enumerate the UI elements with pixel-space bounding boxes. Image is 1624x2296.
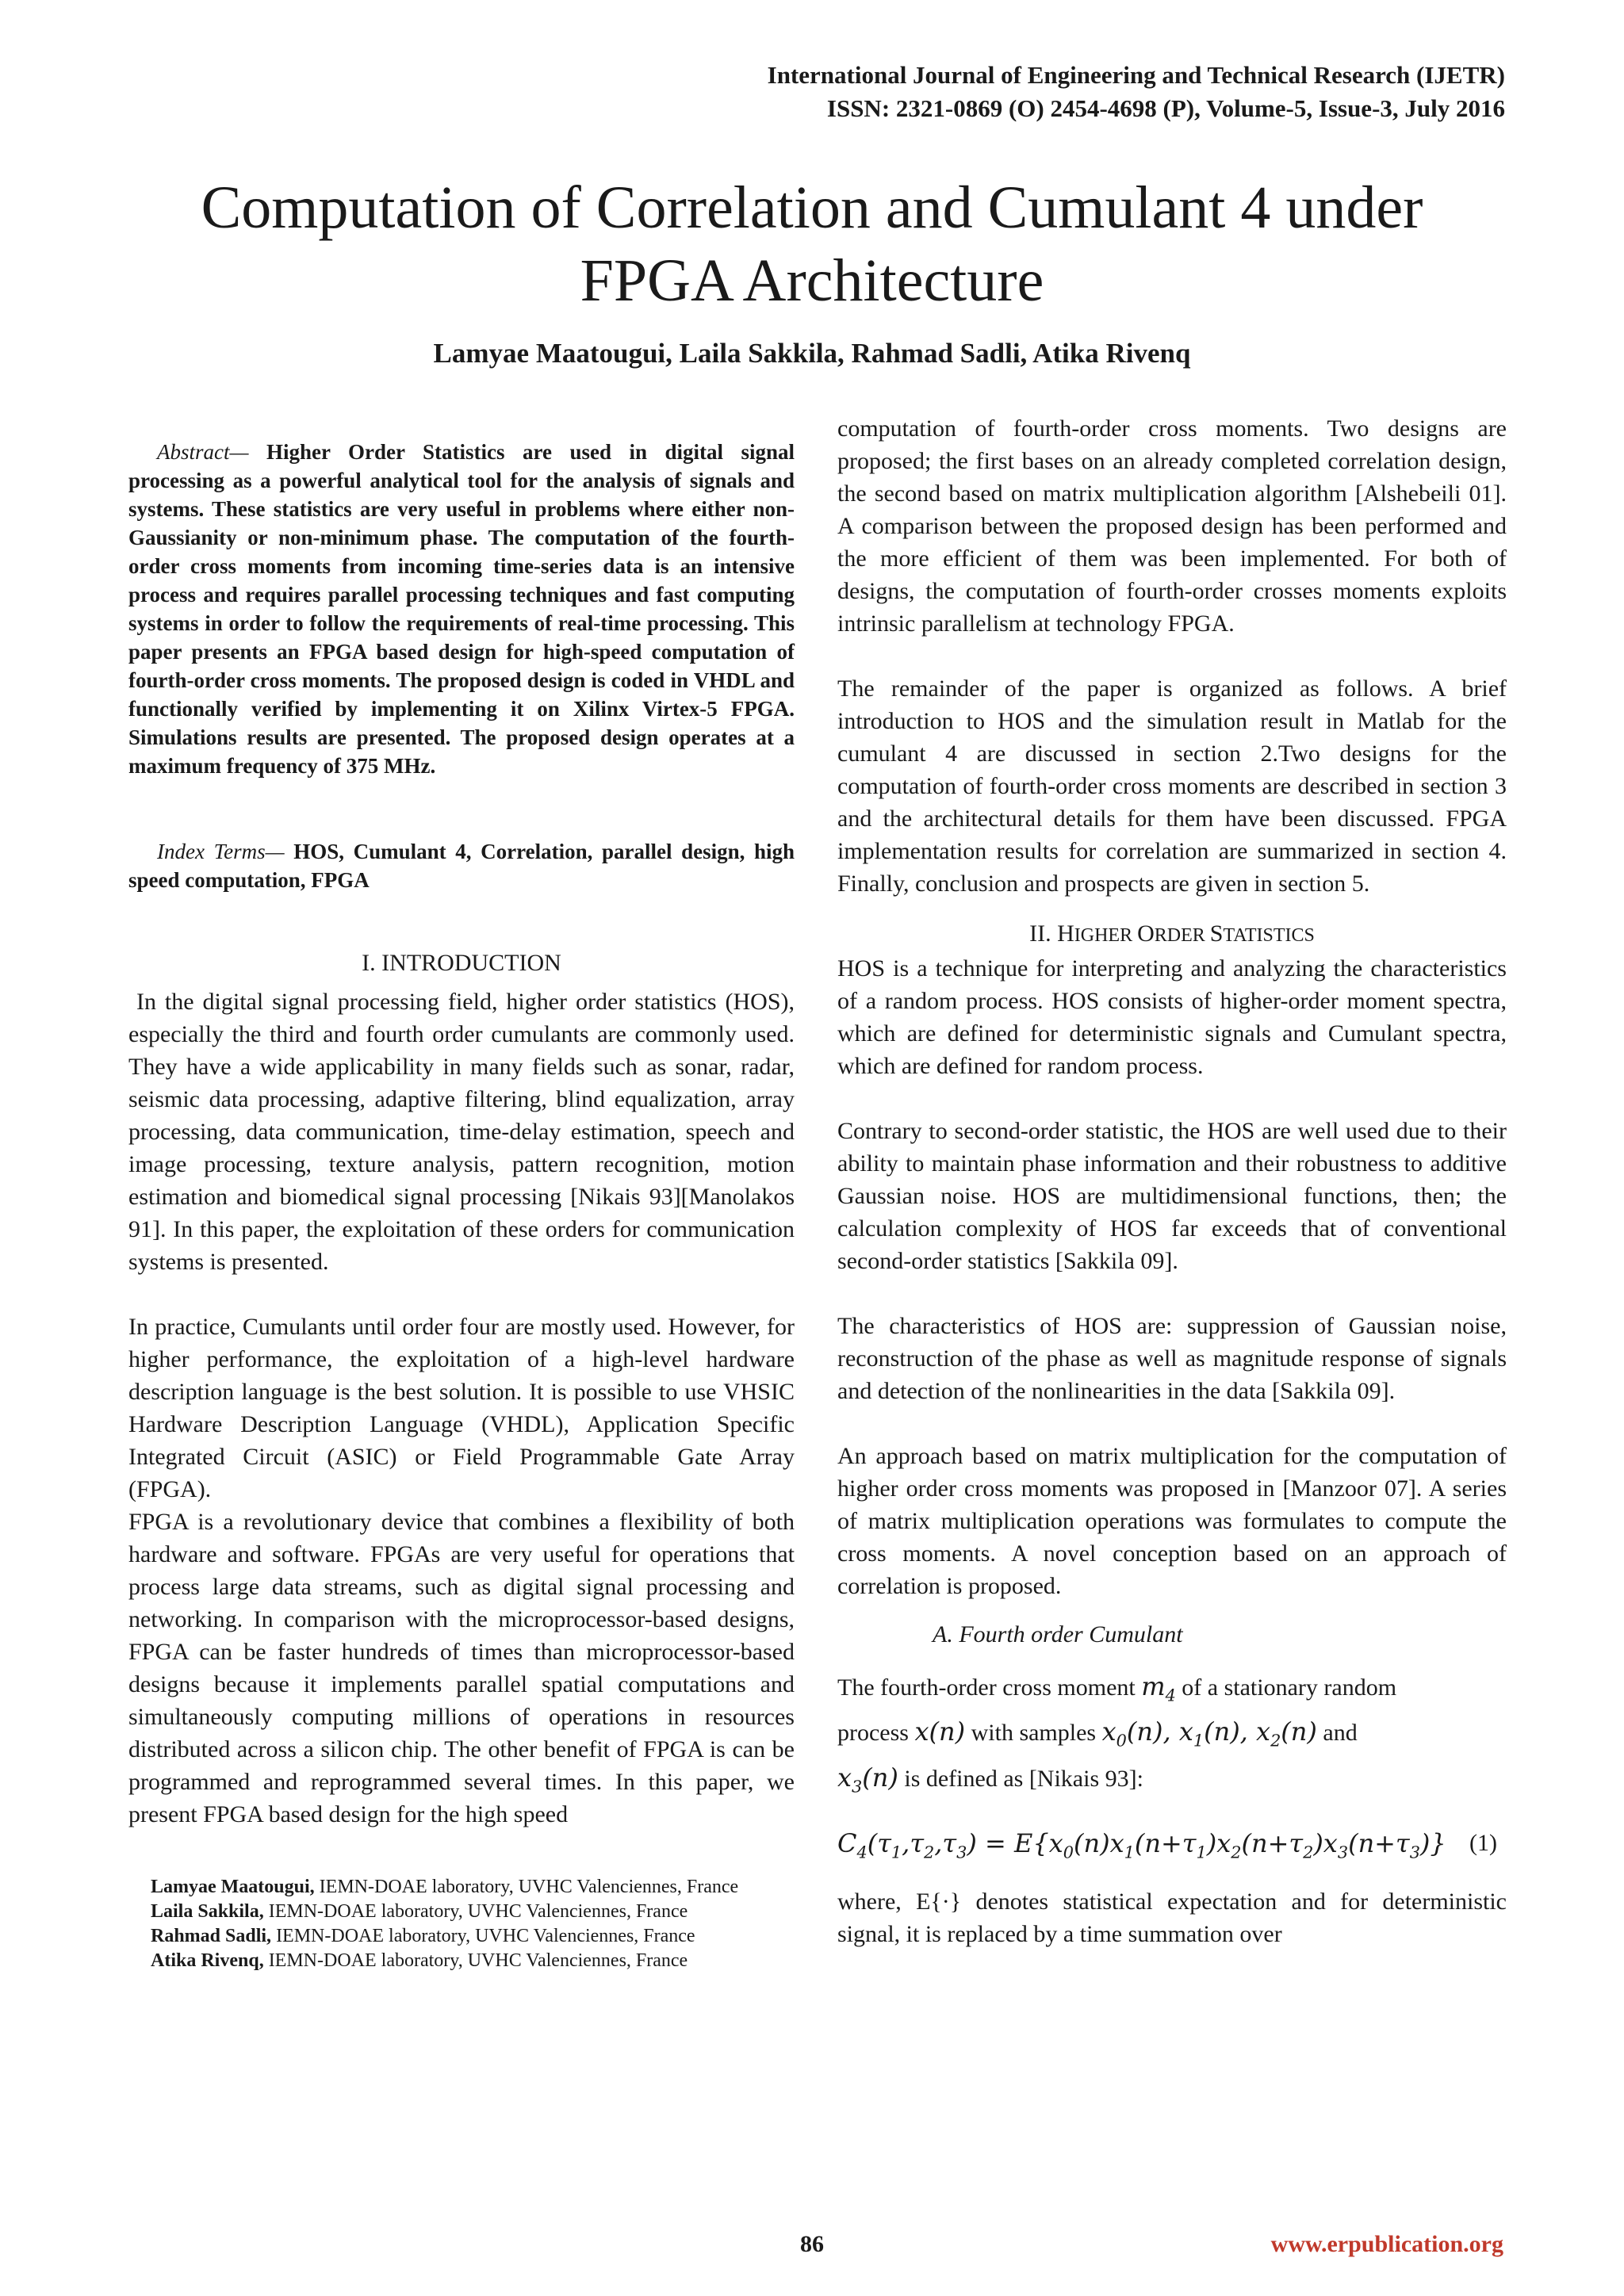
footnote-3	[128, 1924, 795, 1949]
footnote-4	[128, 1949, 795, 1973]
right-paragraph-7: The fourth-order cross moment $m_4$ of a stationary random process x(n) with samples $x_0(n)$, $x_1(n)$, $x_2(n)$ and $x_3(n)$ is defined as [Nikais 93]:	[837, 1671, 1397, 1797]
equation-1-formula: $C_4(\tau_1,\tau_2,\tau_3) = E\{x_0(n)x_1(n+\tau_1)x_2(n+\tau_2)x_3(n+\tau_3)\}$	[837, 1828, 1446, 1862]
footnote-2	[128, 1900, 795, 1924]
section-2-st: S	[1209, 920, 1224, 947]
section-2-h: H	[1057, 920, 1074, 947]
intro-paragraph-3: FPGA is a revolutionary device that combines a flexibility of both hardware and software. FPGAs are very useful for operations that process large data streams, such as digital signal processing and networking. In comparison with the microprocessor-based designs, FPGA can be faster hundreds of times than microprocessor-based designs because it implements parallel spatial computations and simultaneously computing millions of operations in resources distributed across a silicon chip. The other benefit of FPGA is can be programmed and reprogrammed several times. In this paper, we present FPGA based design for the high speed	[128, 1509, 795, 1827]
right-paragraph-8: where, E{·} denotes statistical expectation and for deterministic signal, it is replaced by a time summation over	[837, 1888, 1507, 1948]
right-paragraph-5: The characteristics of HOS are: suppression of Gaussian noise, reconstruction of the phase as well as magnitude response of signals and detection of the nonlinearities in the data [Sakkila 09].	[837, 1313, 1507, 1404]
math-xn: x(n)	[914, 1716, 966, 1747]
index-terms	[128, 837, 795, 894]
journal-header	[768, 59, 1505, 125]
right-paragraph-4: Contrary to second-order statistic, the HOS are well used due to their ability to maintain phase information and their robustness to additive Gaussian noise. HOS are multidimensional functions, then; the calculation complexity of HOS far exceeds that of conventional second-order statistics [Sakkila 09].	[837, 1118, 1507, 1274]
intro-paragraph-2: In practice, Cumulants until order four are mostly used. However, for higher performance, the exploitation of a high-level hardware description language is the best solution. It is possible to use VHSIC Hardware Description Language (VHDL), Application Specific Integrated Circuit (ASIC) or Field Programmable Gate Array (FPGA).	[128, 1314, 795, 1502]
equation-1	[837, 1822, 1507, 1869]
title-line-1: Computation of Correlation and Cumulant 4 under	[201, 174, 1423, 241]
footnote-1-name: Lamyae Maatougui,	[151, 1877, 315, 1897]
section-2-s2: RDER	[1154, 925, 1210, 946]
footnote-3-name: Rahmad Sadli,	[151, 1926, 272, 1946]
footnote-2-affil: IEMN-DOAE laboratory, UVHC Valenciennes, France	[263, 1901, 688, 1922]
right-paragraph-1: computation of fourth-order cross moments. Two designs are proposed; the first bases on an already completed correlation design, the second based on matrix multiplication algorithm [Alshebeili 01]. A comparison between the proposed design has been performed and the more efficient of them was been implemented. For both of designs, the computation of fourth-order crosses moments exploits intrinsic parallelism at technology FPGA.	[837, 415, 1507, 637]
left-column	[128, 412, 795, 1973]
journal-name: International Journal of Engineering and Technical Research (IJETR)	[767, 61, 1505, 89]
footnote-4-affil: IEMN-DOAE laboratory, UVHC Valenciennes, France	[263, 1950, 688, 1971]
title-line-2: FPGA Architecture	[580, 247, 1044, 314]
paper-title	[95, 171, 1529, 317]
math-x3n: $x_3(n)$	[837, 1762, 898, 1797]
author-list: Lamyae Maatougui, Laila Sakkila, Rahmad Sadli, Atika Rivenq	[433, 338, 1191, 369]
abstract	[128, 438, 795, 780]
footnote-1	[128, 1875, 795, 1900]
abstract-text: Higher Order Statistics are used in digital signal processing as a powerful analytical tool for the analysis of signals and systems. These statistics are very useful in problems where either non-Gaussianity or non-minimum phase. The computation of the fourth-order cross moments from incoming time-series data is an intensive process and requires parallel processing techniques and fast computing systems in order to follow the requirements of real-time processing. This paper presents an FPGA based design for high-speed computation of fourth-order cross moments. The proposed design is coded in VHDL and functionally verified by implementing it on Xilinx Virtex-5 FPGA. Simulations results are presented. The proposed design operates at a maximum frequency of 375 MHz.	[128, 440, 795, 778]
footnote-2-name: Laila Sakkila,	[151, 1901, 264, 1922]
section-2-heading	[837, 917, 1507, 952]
footnote-1-affil: IEMN-DOAE laboratory, UVHC Valenciennes, France	[314, 1877, 739, 1897]
section-2-o: O	[1137, 920, 1155, 947]
journal-issn: ISSN: 2321-0869 (O) 2454-4698 (P), Volume-5, Issue-3, July 2016	[826, 94, 1505, 122]
math-m4: $m_4$	[1141, 1671, 1176, 1705]
right-column	[837, 412, 1507, 1950]
right-paragraph-3: HOS is a technique for interpreting and analyzing the characteristics of a random process. HOS consists of higher-order moment spectra, which are defined for deterministic signals and Cumulant spectra, which are defined for random process.	[837, 955, 1507, 1079]
section-2-number: II.	[1029, 920, 1058, 947]
right-paragraph-2: The remainder of the paper is organized as follows. A brief introduction to HOS and the simulation result in Matlab for the cumulant 4 are discussed in section 2.Two designs for the computation of fourth-order cross moments are described in section 3 and the architectural details for them have been discussed. FPGA implementation results for correlation are summarized in section 4. Finally, conclusion and prospects are given in section 5.	[837, 675, 1507, 897]
math-samples: $x_0(n)$, $x_1(n)$, $x_2(n)$	[1101, 1716, 1317, 1751]
index-terms-label: Index Terms—	[157, 840, 285, 863]
footnote-4-name: Atika Rivenq,	[151, 1950, 264, 1971]
right-paragraph-6: An approach based on matrix multiplication for the computation of higher order cross moments was proposed in [Manzoor 07]. A series of matrix multiplication operations was formulates to compute the cross moments. A novel conception based on an approach of correlation is proposed.	[837, 1443, 1507, 1599]
footnote-3-affil: IEMN-DOAE laboratory, UVHC Valenciennes, France	[271, 1926, 695, 1946]
publisher-link[interactable]: www.erpublication.org	[1270, 2231, 1503, 2257]
equation-1-number: (1)	[1469, 1830, 1497, 1857]
intro-heading: I. INTRODUCTION	[362, 950, 561, 976]
section-2-s3: TATISTICS	[1223, 925, 1315, 946]
section-2-s1: IGHER	[1074, 925, 1138, 946]
page-number: 86	[800, 2231, 824, 2257]
abstract-label: Abstract—	[157, 440, 249, 464]
intro-paragraph-1: In the digital signal processing field, higher order statistics (HOS), especially the third and fourth order cumulants are commonly used. They have a wide applicability in many fields such as sonar, radar, seismic data processing, adaptive filtering, blind equalization, array processing, data communication, time-delay estimation, speech and image processing, texture analysis, pattern recognition, motion estimation and biomedical signal processing [Nikais 93][Manolakos 91]. In this paper, the exploitation of these orders for communication systems is presented.	[128, 989, 795, 1275]
index-terms-text: HOS, Cumulant 4, Correlation, parallel design, high speed computation, FPGA	[128, 840, 795, 892]
subsection-heading: A. Fourth order Cumulant	[933, 1621, 1183, 1647]
